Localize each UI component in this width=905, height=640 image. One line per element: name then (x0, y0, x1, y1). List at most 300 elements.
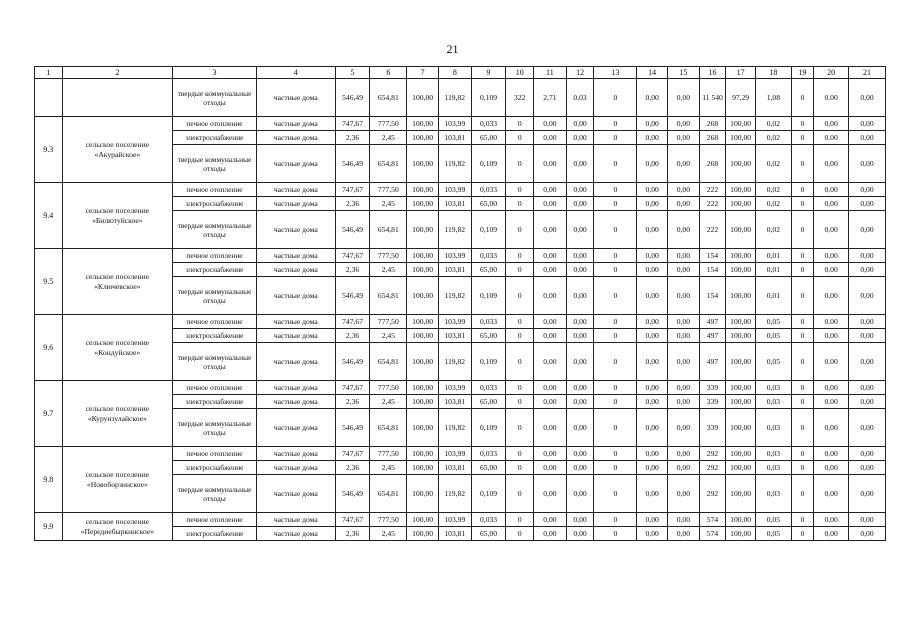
value-cell: 292 (699, 475, 726, 513)
value-cell: 154 (699, 249, 726, 263)
value-cell: 546,49 (335, 211, 370, 249)
value-cell: 0,00 (668, 513, 700, 527)
value-cell: 103,99 (438, 315, 471, 329)
value-cell: 2,36 (335, 527, 370, 541)
value-cell: 0,00 (814, 277, 849, 315)
value-cell: 100,00 (407, 249, 439, 263)
value-cell: 0,00 (637, 475, 668, 513)
value-cell: 100,00 (407, 461, 439, 475)
value-cell: 0,033 (471, 249, 506, 263)
section-number-cell: 9.4 (35, 183, 63, 249)
value-cell: 0 (594, 395, 637, 409)
value-cell: 0,00 (637, 447, 668, 461)
value-cell: 574 (699, 513, 726, 527)
value-cell: 0 (791, 131, 814, 145)
value-cell: 0,033 (471, 117, 506, 131)
value-cell: 100,00 (407, 131, 439, 145)
value-cell: 2,36 (335, 197, 370, 211)
value-cell: 119,82 (438, 343, 471, 381)
consumer-cell: частные дома (256, 329, 335, 343)
value-cell: 154 (699, 277, 726, 315)
value-cell: 0,00 (566, 117, 594, 131)
indicator-cell: печное отопление (173, 315, 257, 329)
value-cell: 0,00 (668, 527, 700, 541)
table-row (35, 79, 886, 117)
value-cell: 222 (699, 197, 726, 211)
value-cell: 0,00 (849, 79, 886, 117)
value-cell: 747,67 (335, 447, 370, 461)
value-cell: 0 (791, 79, 814, 117)
value-cell: 103,81 (438, 263, 471, 277)
section-name-cell: сельское поселение «Передиебыркинское» (62, 513, 172, 541)
value-cell: 0,00 (637, 329, 668, 343)
header-cell: 8 (438, 67, 471, 79)
value-cell: 0,00 (849, 145, 886, 183)
value-cell: 100,00 (407, 475, 439, 513)
value-cell: 0,00 (849, 513, 886, 527)
value-cell: 0,00 (534, 475, 567, 513)
value-cell: 0,00 (637, 315, 668, 329)
indicator-cell: печное отопление (173, 513, 257, 527)
value-cell: 747,67 (335, 117, 370, 131)
value-cell: 0,00 (637, 249, 668, 263)
value-cell: 0,00 (534, 183, 567, 197)
value-cell: 0 (791, 183, 814, 197)
value-cell: 0,00 (814, 145, 849, 183)
value-cell: 339 (699, 395, 726, 409)
value-cell: 747,67 (335, 183, 370, 197)
value-cell: 0,00 (849, 249, 886, 263)
value-cell: 0,00 (668, 183, 700, 197)
value-cell: 100,00 (726, 277, 756, 315)
value-cell: 65,00 (471, 461, 506, 475)
consumer-cell: частные дома (256, 381, 335, 395)
value-cell: 0 (506, 447, 534, 461)
value-cell: 100,00 (726, 183, 756, 197)
value-cell: 65,00 (471, 527, 506, 541)
value-cell: 0,05 (755, 527, 791, 541)
value-cell: 0,00 (814, 263, 849, 277)
value-cell: 103,99 (438, 183, 471, 197)
value-cell: 268 (699, 131, 726, 145)
header-cell: 14 (637, 67, 668, 79)
value-cell: 0 (791, 475, 814, 513)
value-cell: 11 540 (699, 79, 726, 117)
value-cell: 0 (594, 263, 637, 277)
value-cell: 0 (506, 183, 534, 197)
value-cell: 100,00 (726, 381, 756, 395)
value-cell: 0 (506, 381, 534, 395)
value-cell: 0,05 (755, 343, 791, 381)
value-cell: 0,00 (814, 315, 849, 329)
indicator-cell: твердые коммунальные отходы (173, 79, 257, 117)
value-cell: 747,67 (335, 381, 370, 395)
value-cell: 100,00 (726, 461, 756, 475)
header-row (35, 67, 886, 79)
value-cell: 2,45 (370, 461, 407, 475)
value-cell: 2,45 (370, 197, 407, 211)
value-cell: 0 (791, 447, 814, 461)
value-cell: 777,50 (370, 381, 407, 395)
value-cell: 0 (594, 343, 637, 381)
value-cell: 0 (594, 329, 637, 343)
consumer-cell: частные дома (256, 197, 335, 211)
value-cell: 2,36 (335, 263, 370, 277)
value-cell: 497 (699, 315, 726, 329)
value-cell: 100,00 (407, 527, 439, 541)
header-cell: 16 (699, 67, 726, 79)
value-cell: 0 (594, 197, 637, 211)
value-cell: 0,00 (534, 263, 567, 277)
value-cell: 0 (594, 409, 637, 447)
value-cell: 0,00 (814, 343, 849, 381)
value-cell: 0,00 (566, 475, 594, 513)
value-cell: 100,00 (407, 79, 439, 117)
value-cell: 0,00 (814, 513, 849, 527)
value-cell: 0 (791, 145, 814, 183)
value-cell: 0,00 (637, 527, 668, 541)
value-cell: 0,00 (637, 381, 668, 395)
value-cell: 0,00 (814, 249, 849, 263)
value-cell: 0,00 (566, 527, 594, 541)
value-cell: 0,00 (534, 197, 567, 211)
value-cell: 100,00 (726, 513, 756, 527)
value-cell: 2,71 (534, 79, 567, 117)
value-cell: 777,50 (370, 447, 407, 461)
value-cell: 0,00 (668, 343, 700, 381)
section-number-cell: 9.9 (35, 513, 63, 541)
header-cell: 19 (791, 67, 814, 79)
value-cell: 0,00 (668, 197, 700, 211)
value-cell: 0 (506, 197, 534, 211)
value-cell: 0,00 (534, 145, 567, 183)
header-cell: 9 (471, 67, 506, 79)
value-cell: 0,00 (566, 315, 594, 329)
value-cell: 0 (594, 145, 637, 183)
value-cell: 0,033 (471, 381, 506, 395)
value-cell: 0,02 (755, 131, 791, 145)
value-cell: 0,033 (471, 513, 506, 527)
value-cell: 0,00 (849, 395, 886, 409)
value-cell: 0,033 (471, 315, 506, 329)
value-cell: 0,00 (668, 409, 700, 447)
value-cell: 0,00 (814, 461, 849, 475)
indicator-cell: твердые коммунальные отходы (173, 475, 257, 513)
value-cell: 119,82 (438, 211, 471, 249)
value-cell: 103,99 (438, 249, 471, 263)
value-cell: 2,45 (370, 263, 407, 277)
value-cell: 65,00 (471, 329, 506, 343)
value-cell: 0,00 (637, 263, 668, 277)
value-cell: 292 (699, 447, 726, 461)
indicator-cell: печное отопление (173, 249, 257, 263)
value-cell: 0 (791, 527, 814, 541)
header-cell: 6 (370, 67, 407, 79)
value-cell: 0 (506, 315, 534, 329)
value-cell: 100,00 (726, 329, 756, 343)
value-cell: 100,00 (726, 447, 756, 461)
value-cell: 0,00 (566, 395, 594, 409)
value-cell: 0,00 (534, 329, 567, 343)
value-cell: 100,00 (407, 263, 439, 277)
section-number-cell: 9.3 (35, 117, 63, 183)
value-cell: 2,45 (370, 395, 407, 409)
value-cell: 100,00 (407, 315, 439, 329)
indicator-cell: твердые коммунальные отходы (173, 409, 257, 447)
value-cell: 322 (506, 79, 534, 117)
value-cell: 100,00 (726, 117, 756, 131)
indicator-cell: электроснабжение (173, 329, 257, 343)
header-cell: 11 (534, 67, 567, 79)
value-cell: 100,00 (726, 315, 756, 329)
value-cell: 0 (594, 131, 637, 145)
value-cell: 100,00 (407, 197, 439, 211)
value-cell: 0 (594, 315, 637, 329)
value-cell: 654,81 (370, 79, 407, 117)
value-cell: 0,00 (534, 131, 567, 145)
value-cell: 292 (699, 461, 726, 475)
value-cell: 0,00 (814, 409, 849, 447)
value-cell: 0,00 (566, 381, 594, 395)
table-row (35, 513, 886, 527)
value-cell: 1,08 (755, 79, 791, 117)
value-cell: 100,00 (726, 145, 756, 183)
value-cell: 0,109 (471, 343, 506, 381)
indicator-cell: печное отопление (173, 117, 257, 131)
value-cell: 0,00 (668, 315, 700, 329)
header-cell: 3 (173, 67, 257, 79)
value-cell: 0 (594, 249, 637, 263)
value-cell: 0 (594, 461, 637, 475)
indicator-cell: твердые коммунальные отходы (173, 145, 257, 183)
value-cell: 0,00 (534, 447, 567, 461)
indicator-cell: твердые коммунальные отходы (173, 343, 257, 381)
value-cell: 0,01 (755, 263, 791, 277)
value-cell: 0,03 (566, 79, 594, 117)
value-cell: 2,45 (370, 329, 407, 343)
header-cell: 2 (62, 67, 172, 79)
consumer-cell: частные дома (256, 249, 335, 263)
value-cell: 546,49 (335, 79, 370, 117)
value-cell: 0,00 (849, 315, 886, 329)
consumer-cell: частные дома (256, 145, 335, 183)
section-name-cell: сельское поселение «Курунзулайское» (62, 381, 172, 447)
indicator-cell: твердые коммунальные отходы (173, 277, 257, 315)
value-cell: 0,00 (566, 249, 594, 263)
indicator-cell: электроснабжение (173, 131, 257, 145)
value-cell: 0 (594, 183, 637, 197)
value-cell: 747,67 (335, 249, 370, 263)
value-cell: 0,00 (814, 381, 849, 395)
consumer-cell: частные дома (256, 263, 335, 277)
value-cell: 0,00 (566, 461, 594, 475)
value-cell: 0,02 (755, 197, 791, 211)
value-cell: 546,49 (335, 343, 370, 381)
value-cell: 0,01 (755, 249, 791, 263)
section-number-cell: 9.7 (35, 381, 63, 447)
value-cell: 0,00 (534, 117, 567, 131)
value-cell: 0,00 (534, 527, 567, 541)
indicator-cell: электроснабжение (173, 197, 257, 211)
value-cell: 0,00 (849, 527, 886, 541)
value-cell: 0 (791, 211, 814, 249)
value-cell: 0,02 (755, 211, 791, 249)
indicator-cell: электроснабжение (173, 263, 257, 277)
value-cell: 0 (791, 395, 814, 409)
value-cell: 546,49 (335, 475, 370, 513)
value-cell: 0,109 (471, 145, 506, 183)
value-cell: 0,03 (755, 381, 791, 395)
value-cell: 103,81 (438, 395, 471, 409)
value-cell: 0 (506, 117, 534, 131)
value-cell: 654,81 (370, 475, 407, 513)
value-cell: 0 (506, 475, 534, 513)
value-cell: 0 (594, 211, 637, 249)
section-name-cell: сельское поселение «Ключевское» (62, 249, 172, 315)
value-cell: 97,29 (726, 79, 756, 117)
value-cell: 0,00 (566, 513, 594, 527)
value-cell: 2,36 (335, 395, 370, 409)
value-cell: 0,033 (471, 183, 506, 197)
value-cell: 100,00 (407, 145, 439, 183)
value-cell: 0,00 (849, 183, 886, 197)
value-cell: 0 (791, 249, 814, 263)
header-cell: 1 (35, 67, 63, 79)
value-cell: 0,00 (566, 211, 594, 249)
value-cell: 0,00 (814, 79, 849, 117)
value-cell: 222 (699, 211, 726, 249)
value-cell: 0 (594, 277, 637, 315)
value-cell: 339 (699, 409, 726, 447)
value-cell: 222 (699, 183, 726, 197)
value-cell: 0,00 (849, 461, 886, 475)
value-cell: 0,00 (668, 145, 700, 183)
value-cell: 268 (699, 145, 726, 183)
value-cell: 0,00 (534, 381, 567, 395)
value-cell: 654,81 (370, 343, 407, 381)
value-cell: 0,00 (668, 79, 700, 117)
value-cell: 0 (594, 381, 637, 395)
value-cell: 497 (699, 329, 726, 343)
value-cell: 103,99 (438, 381, 471, 395)
value-cell: 103,81 (438, 197, 471, 211)
value-cell: 103,81 (438, 329, 471, 343)
value-cell: 777,50 (370, 513, 407, 527)
value-cell: 0 (506, 263, 534, 277)
value-cell: 0 (506, 343, 534, 381)
indicator-cell: печное отопление (173, 183, 257, 197)
header-cell: 18 (755, 67, 791, 79)
table-row (35, 381, 886, 395)
value-cell: 0,00 (849, 409, 886, 447)
value-cell: 100,00 (407, 211, 439, 249)
value-cell: 0,05 (755, 513, 791, 527)
value-cell: 100,00 (407, 183, 439, 197)
value-cell: 0,00 (814, 447, 849, 461)
value-cell: 0,00 (849, 131, 886, 145)
indicator-cell: твердые коммунальные отходы (173, 211, 257, 249)
section-name-cell (62, 79, 172, 117)
value-cell: 0 (791, 409, 814, 447)
value-cell: 103,81 (438, 461, 471, 475)
value-cell: 119,82 (438, 145, 471, 183)
consumer-cell: частные дома (256, 131, 335, 145)
value-cell: 0 (594, 527, 637, 541)
value-cell: 0 (594, 513, 637, 527)
value-cell: 0,00 (668, 329, 700, 343)
value-cell: 0,00 (668, 395, 700, 409)
consumer-cell: частные дома (256, 447, 335, 461)
value-cell: 0 (594, 447, 637, 461)
value-cell: 0 (791, 117, 814, 131)
value-cell: 2,36 (335, 461, 370, 475)
value-cell: 0,00 (668, 381, 700, 395)
value-cell: 0,109 (471, 211, 506, 249)
value-cell: 0 (791, 461, 814, 475)
header-cell: 20 (814, 67, 849, 79)
value-cell: 0,00 (849, 381, 886, 395)
value-cell: 0,03 (755, 409, 791, 447)
consumer-cell: частные дома (256, 211, 335, 249)
value-cell: 0,00 (566, 145, 594, 183)
value-cell: 0 (506, 249, 534, 263)
value-cell: 0,03 (755, 461, 791, 475)
value-cell: 2,36 (335, 131, 370, 145)
value-cell: 654,81 (370, 409, 407, 447)
value-cell: 0,00 (668, 263, 700, 277)
value-cell: 103,99 (438, 447, 471, 461)
value-cell: 0,00 (637, 277, 668, 315)
value-cell: 0,00 (668, 475, 700, 513)
value-cell: 0,00 (849, 475, 886, 513)
value-cell: 100,00 (726, 131, 756, 145)
consumer-cell: частные дома (256, 343, 335, 381)
value-cell: 546,49 (335, 409, 370, 447)
value-cell: 747,67 (335, 315, 370, 329)
value-cell: 0 (506, 211, 534, 249)
value-cell: 100,00 (726, 249, 756, 263)
header-cell: 15 (668, 67, 700, 79)
value-cell: 100,00 (726, 211, 756, 249)
value-cell: 103,99 (438, 513, 471, 527)
value-cell: 0,00 (566, 409, 594, 447)
value-cell: 100,00 (407, 447, 439, 461)
value-cell: 574 (699, 527, 726, 541)
value-cell: 0,00 (566, 329, 594, 343)
value-cell: 0,00 (814, 527, 849, 541)
value-cell: 119,82 (438, 277, 471, 315)
value-cell: 100,00 (407, 329, 439, 343)
value-cell: 0,109 (471, 409, 506, 447)
value-cell: 0,00 (534, 211, 567, 249)
section-name-cell: сельское поселение «Новоборзинское» (62, 447, 172, 513)
value-cell: 0,109 (471, 79, 506, 117)
value-cell: 0,00 (814, 183, 849, 197)
header-cell: 21 (849, 67, 886, 79)
value-cell: 546,49 (335, 145, 370, 183)
section-number-cell: 9.6 (35, 315, 63, 381)
consumer-cell: частные дома (256, 277, 335, 315)
value-cell: 100,00 (407, 381, 439, 395)
indicator-cell: электроснабжение (173, 527, 257, 541)
header-cell: 4 (256, 67, 335, 79)
table-body (35, 67, 886, 541)
value-cell: 777,50 (370, 249, 407, 263)
value-cell: 546,49 (335, 277, 370, 315)
value-cell: 0,00 (534, 461, 567, 475)
value-cell: 0,00 (534, 409, 567, 447)
value-cell: 119,82 (438, 409, 471, 447)
